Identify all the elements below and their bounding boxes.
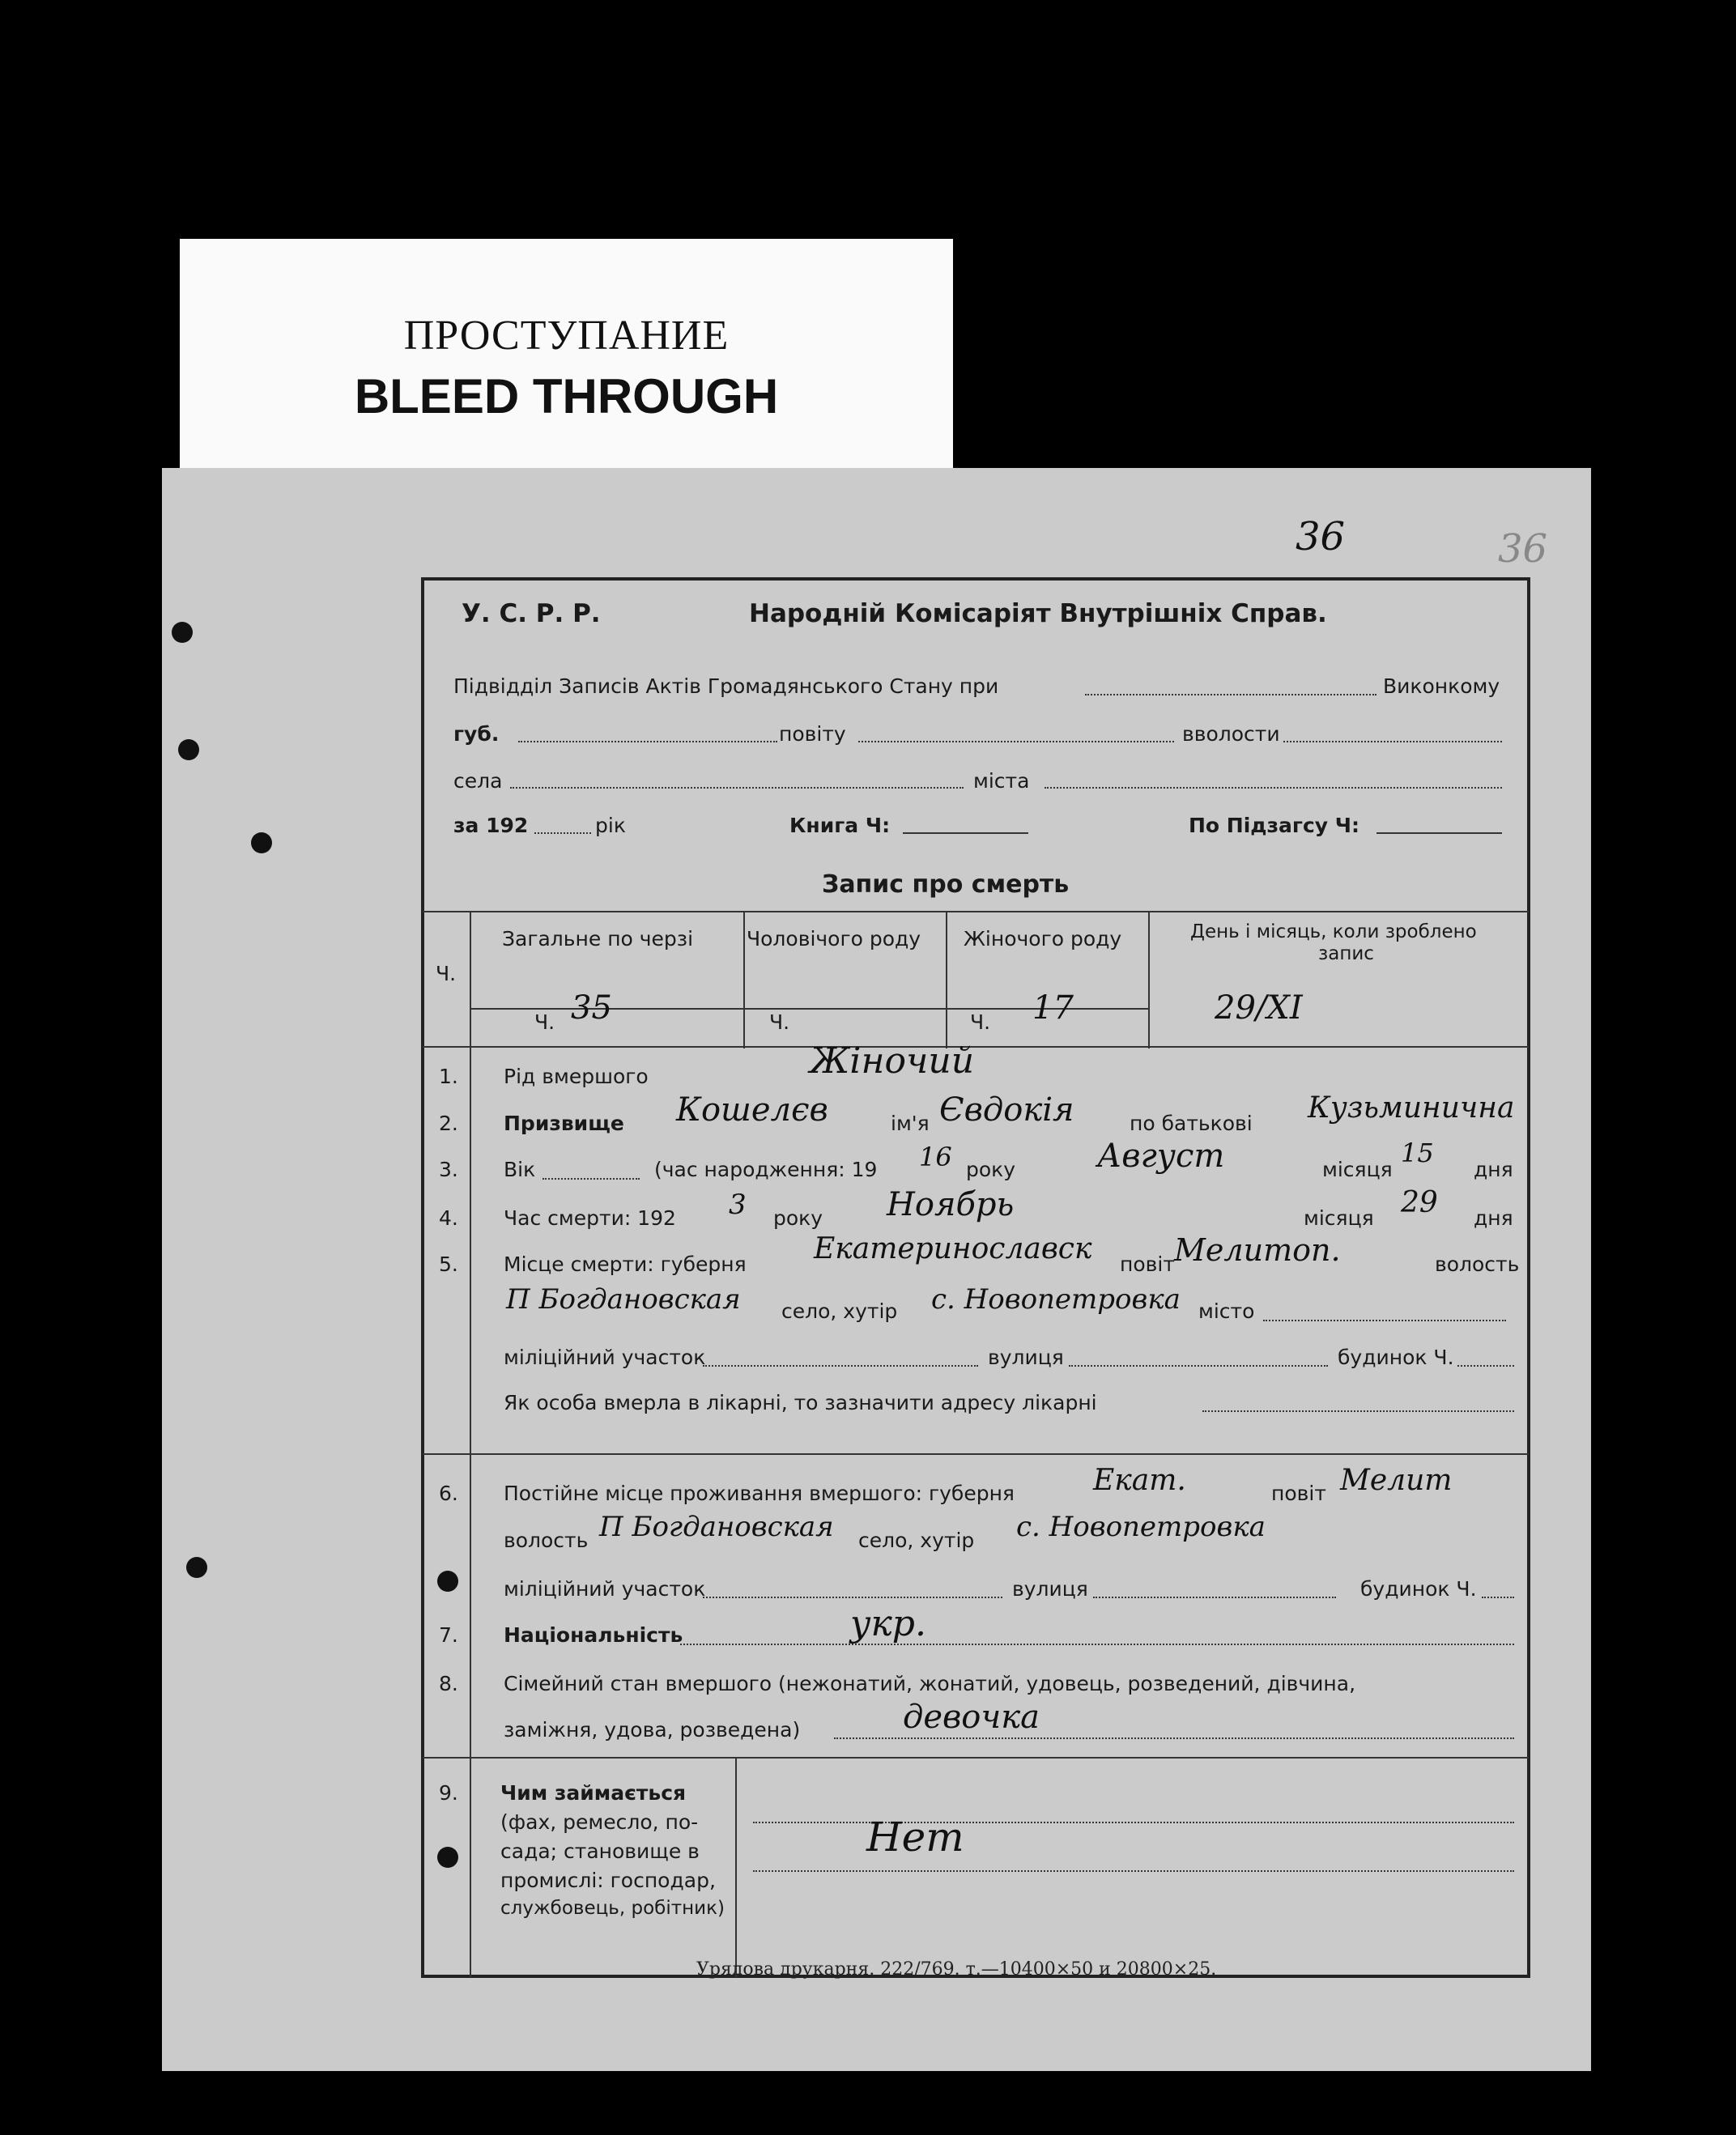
- patronymic-value: Кузьминична: [1308, 1091, 1515, 1125]
- female-header: Жіночого роду: [964, 927, 1122, 951]
- record-date-value: 29/XI: [1215, 989, 1303, 1027]
- punch-hole: [186, 1557, 207, 1578]
- residence-street-label: вулиця: [1012, 1577, 1088, 1601]
- occupation-hint-3: промислі: господар,: [500, 1869, 716, 1892]
- povit-label: повіту: [779, 722, 846, 746]
- death-street-label: вулиця: [988, 1346, 1064, 1369]
- occupation-hint-1: (фах, ремесло, по-: [500, 1810, 699, 1834]
- sheet-number: 36: [1296, 514, 1346, 559]
- death-day-label: дня: [1474, 1206, 1513, 1230]
- record-date-header-2: запис: [1318, 943, 1374, 964]
- gub-label: губ.: [453, 722, 500, 746]
- death-police-precinct-label: міліційний участок: [504, 1346, 706, 1369]
- birth-month-label: місяця: [1322, 1158, 1393, 1181]
- volost-label: вволости: [1182, 722, 1280, 746]
- birth-day-label: дня: [1474, 1158, 1513, 1181]
- year-label: за 192: [453, 814, 529, 837]
- occupation-label: Чим займається: [500, 1781, 687, 1805]
- birth-year-label: (час народження: 19: [654, 1158, 878, 1181]
- death-village-value: с. Новопетровка: [931, 1283, 1181, 1316]
- general-number-value: 35: [571, 989, 612, 1027]
- form-title: Запис про смерть: [822, 870, 1070, 899]
- male-number-prefix: Ч.: [769, 1010, 790, 1034]
- residence-province-value: Екат.: [1093, 1464, 1186, 1497]
- row-1-number: 1.: [439, 1065, 458, 1088]
- sex-value: Жіночий: [810, 1040, 975, 1082]
- row-6-number: 6.: [439, 1482, 458, 1505]
- row-2-number: 2.: [439, 1112, 458, 1135]
- header-ussr: У. С. Р. Р.: [462, 599, 601, 628]
- mista-label: міста: [973, 769, 1030, 793]
- header-commissariat: Народній Комісаріят Внутрішніх Справ.: [749, 599, 1327, 628]
- birth-year-suffix: року: [966, 1158, 1016, 1181]
- residence-village-label: село, хутір: [858, 1529, 975, 1552]
- first-name-label: ім'я: [891, 1112, 930, 1135]
- row-7-number: 7.: [439, 1623, 458, 1647]
- residence-volost-label: волость: [504, 1529, 589, 1552]
- label-card-english: BLEED THROUGH: [354, 369, 779, 423]
- number-header: Ч.: [436, 962, 457, 985]
- surname-label: Призвище: [504, 1112, 624, 1135]
- bleed-through-label-card: [180, 239, 953, 482]
- punch-hole: [251, 832, 272, 853]
- death-district-label: повіт: [1120, 1253, 1175, 1276]
- birth-month-value: Август: [1097, 1138, 1225, 1175]
- residence-province-label: Постійне місце проживання вмершого: губерня: [504, 1482, 1015, 1505]
- death-volost-value: П Богдановская: [506, 1283, 741, 1316]
- marital-status-value: девочка: [903, 1699, 1040, 1736]
- residence-house-label: будинок Ч.: [1360, 1577, 1477, 1601]
- printing-house-footer: Урядова друкарня. 222/769. т.—10400×50 и 20800×25.: [696, 1959, 1217, 1980]
- birth-year-value: 16: [919, 1142, 952, 1172]
- death-day-value: 29: [1401, 1186, 1438, 1219]
- sex-label: Рід вмершого: [504, 1065, 649, 1088]
- occupation-hint-2: сада; становище в: [500, 1839, 700, 1863]
- general-sequence-header: Загальне по черзі: [502, 927, 694, 951]
- label-card-russian: ПРОСТУПАНИЕ: [403, 313, 730, 359]
- death-year-value: 3: [729, 1189, 747, 1221]
- marital-status-label: Сімейний стан вмершого (нежонатий, жонатий, удовець, розведений, дівчина,: [504, 1672, 1356, 1695]
- row-3-number: 3.: [439, 1158, 458, 1181]
- residence-district-value: Мелит: [1340, 1464, 1453, 1497]
- female-number-prefix: Ч.: [970, 1010, 991, 1034]
- male-header: Чоловічого роду: [747, 927, 921, 951]
- birth-day-value: 15: [1401, 1138, 1434, 1168]
- record-date-header: День і місяць, коли зроблено: [1190, 921, 1477, 942]
- death-volost-label: волость: [1435, 1253, 1520, 1276]
- general-number-prefix: Ч.: [534, 1010, 555, 1034]
- residence-village-value: с. Новопетровка: [1016, 1511, 1266, 1543]
- death-district-value: Мелитоп.: [1174, 1232, 1341, 1268]
- punch-hole: [172, 622, 193, 643]
- female-number-value: 17: [1032, 989, 1074, 1027]
- row-9-number: 9.: [439, 1781, 458, 1805]
- residence-volost-value: П Богдановская: [599, 1511, 834, 1543]
- age-label: Вік: [504, 1158, 536, 1181]
- occupation-hint-4: службовець, робітник): [500, 1898, 725, 1919]
- occupation-value: Нет: [866, 1814, 964, 1861]
- residence-police-precinct-label: міліційний участок: [504, 1577, 706, 1601]
- row-4-number: 4.: [439, 1206, 458, 1230]
- nationality-label: Національність: [504, 1623, 683, 1647]
- patronymic-label: по батькові: [1130, 1112, 1253, 1135]
- rik-label: рік: [595, 814, 626, 837]
- death-month-value: Ноябрь: [887, 1186, 1015, 1223]
- death-city-label: місто: [1198, 1299, 1255, 1323]
- sub-registry-number-label: По Підзагсу Ч:: [1189, 814, 1359, 837]
- row-8-number: 8.: [439, 1672, 458, 1695]
- death-province-label: Місце смерти: губерня: [504, 1253, 747, 1276]
- hospital-address-label: Як особа вмерла в лікарні, то зазначити адресу лікарні: [504, 1391, 1097, 1414]
- marital-status-options-2: заміжня, удова, розведена): [504, 1718, 801, 1742]
- death-province-value: Екатеринославск: [814, 1232, 1092, 1265]
- sheet-number-faint: 36: [1498, 526, 1548, 572]
- punch-hole: [178, 739, 199, 760]
- header-subdivision: Підвідділ Записів Актів Громадянського Стану при: [453, 674, 999, 698]
- row-5-number: 5.: [439, 1253, 458, 1276]
- death-year-label: Час смерти: 192: [504, 1206, 676, 1230]
- death-village-label: село, хутір: [781, 1299, 898, 1323]
- nationality-value: укр.: [850, 1603, 926, 1644]
- first-name-value: Євдокія: [939, 1091, 1074, 1129]
- death-month-label: місяця: [1304, 1206, 1374, 1230]
- death-year-suffix: року: [773, 1206, 823, 1230]
- sela-label: села: [453, 769, 503, 793]
- header-executive-committee: Виконкому: [1383, 674, 1500, 698]
- residence-district-label: повіт: [1271, 1482, 1326, 1505]
- book-number-label: Книга Ч:: [789, 814, 891, 837]
- death-house-label: будинок Ч.: [1338, 1346, 1454, 1369]
- surname-value: Кошелєв: [676, 1091, 828, 1129]
